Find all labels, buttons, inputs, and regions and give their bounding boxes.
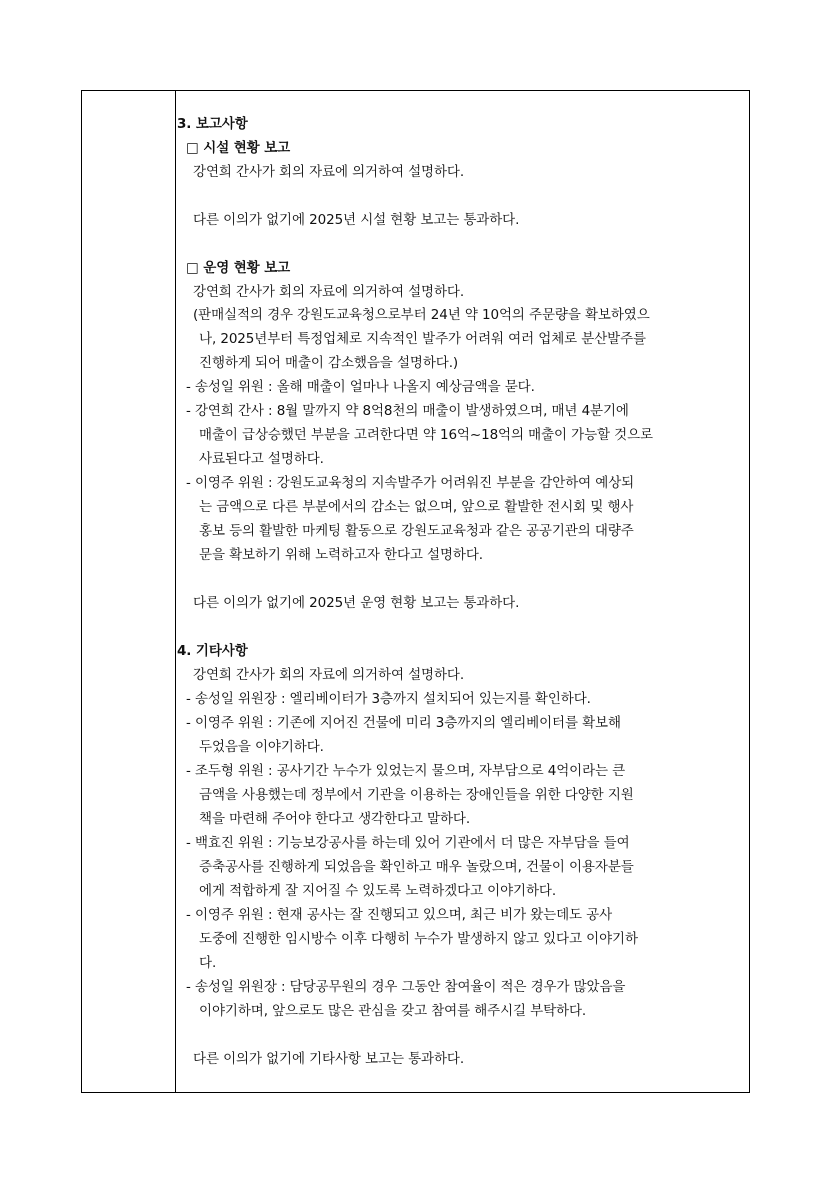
other-comment-line: 두었음을 이야기하다. [199, 739, 324, 755]
other-comment-line: 에게 적합하게 잘 지어질 수 있도록 노력하겠다고 이야기하다. [199, 883, 557, 899]
other-comment-line: 이야기하며, 앞으로도 많은 관심을 갖고 참여를 해주시길 부탁하다. [199, 1003, 587, 1019]
other-comment-line: - 송성일 위원장 : 담당공무원의 경우 그동안 참여율이 적은 경우가 많았음을 [186, 979, 626, 995]
operation-comment-line: 문을 확보하기 위해 노력하고자 한다고 설명하다. [199, 547, 483, 563]
other-comment-line: 책을 마련해 주어야 한다고 생각한다고 말하다. [199, 811, 471, 827]
operation-comment-line: - 송성일 위원 : 올해 매출이 얼마나 나올지 예상금액을 묻다. [186, 379, 535, 395]
operation-line: 강연희 간사가 회의 자료에 의거하여 설명하다. [193, 284, 465, 300]
section-4-line: 강연희 간사가 회의 자료에 의거하여 설명하다. [193, 667, 465, 683]
other-comment-line: 증축공사를 진행하게 되었음을 확인하고 매우 놀랐으며, 건물이 이용자분들 [199, 859, 634, 875]
operation-comment-line: 사료된다고 설명하다. [199, 451, 324, 467]
operation-note-line: 진행하게 되어 매출이 감소했음을 설명하다.) [199, 355, 459, 371]
other-comment-line: 다. [199, 955, 217, 971]
other-comment-line: - 이영주 위원 : 현재 공사는 잘 진행되고 있으며, 최근 비가 왔는데도 공사 [186, 907, 613, 923]
other-comment-line: - 송성일 위원장 : 엘리베이터가 3층까지 설치되어 있는지를 확인하다. [186, 691, 591, 707]
operation-comment-line: 홍보 등의 활발한 마케팅 활동으로 강원도교육청과 같은 공공기관의 대량주 [199, 523, 634, 539]
facility-result: 다른 이의가 없기에 2025년 시설 현황 보고는 통과하다. [193, 212, 520, 228]
other-comment-line: - 조두형 위원 : 공사기간 누수가 있었는지 물으며, 자부담으로 4억이라는 큰 [186, 763, 626, 779]
operation-comment-line: - 이영주 위원 : 강원도교육청의 지속발주가 어려워진 부분을 감안하여 예상되 [186, 475, 635, 491]
operation-heading: □ 운영 현황 보고 [186, 260, 291, 276]
other-comment-line: 도중에 진행한 임시방수 이후 다행히 누수가 발생하지 않고 있다고 이야기하 [199, 931, 638, 947]
other-comment-line: - 이영주 위원 : 기존에 지어진 건물에 미리 3층까지의 엘리베이터를 확보해 [186, 715, 621, 731]
section-4-title: 4. 기타사항 [177, 643, 248, 659]
facility-heading: □ 시설 현황 보고 [186, 140, 291, 156]
section-3-title: 3. 보고사항 [177, 116, 248, 132]
operation-comment-line: 매출이 급상승했던 부분을 고려한다면 약 16억~18억의 매출이 가능할 것으로 [199, 427, 653, 443]
other-comment-line: 금액을 사용했는데 정부에서 기관을 이용하는 장애인들을 위한 다양한 지원 [199, 787, 634, 803]
operation-comment-line: 는 금액으로 다른 부분에서의 감소는 없으며, 앞으로 활발한 전시회 및 행사 [199, 499, 634, 515]
section-4-result: 다른 이의가 없기에 기타사항 보고는 통과하다. [193, 1051, 465, 1067]
operation-comment-line: - 강연희 간사 : 8월 말까지 약 8억8천의 매출이 발생하였으며, 매년 4분기에 [186, 403, 629, 419]
minutes-table [81, 90, 750, 1093]
operation-result: 다른 이의가 없기에 2025년 운영 현황 보고는 통과하다. [193, 595, 520, 611]
operation-note-line: (판매실적의 경우 강원도교육청으로부터 24년 약 10억의 주문량을 확보하였으 [193, 307, 650, 323]
facility-line: 강연희 간사가 회의 자료에 의거하여 설명하다. [193, 164, 465, 180]
operation-note-line: 나, 2025년부터 특정업체로 지속적인 발주가 어려워 여러 업체로 분산발주를 [199, 331, 646, 347]
other-comment-line: - 백효진 위원 : 기능보강공사를 하는데 있어 기관에서 더 많은 자부담을 들여 [186, 835, 630, 851]
minutes-content-cell [176, 91, 749, 1092]
